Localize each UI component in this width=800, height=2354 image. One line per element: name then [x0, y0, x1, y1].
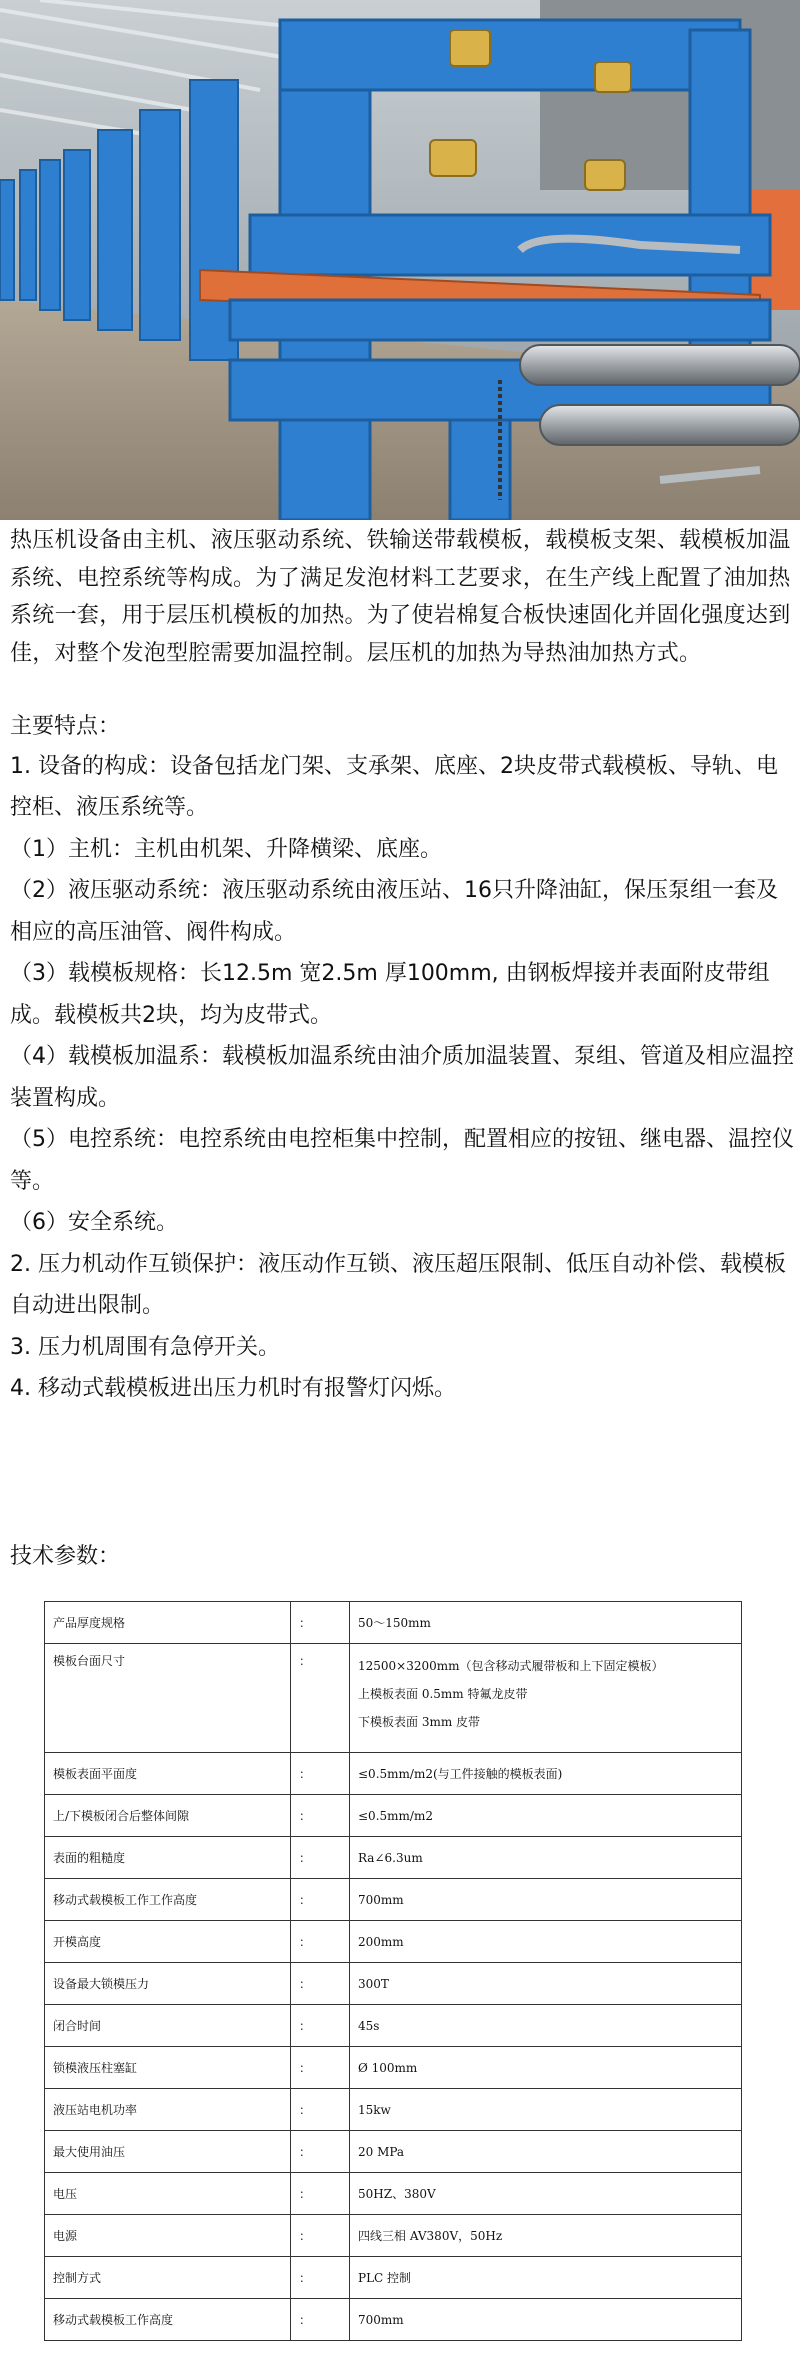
spec-value-line: 下模板表面 3mm 皮带 [358, 1715, 481, 1729]
spec-name: 表面的粗糙度 [45, 1837, 291, 1879]
spec-name: 锁模液压柱塞缸 [45, 2047, 291, 2089]
table-row [45, 1963, 742, 2005]
intro-section [10, 522, 794, 1410]
table-row [45, 2005, 742, 2047]
spec-value: 四线三相 AV380V，50Hz [350, 2215, 742, 2257]
table-row [45, 1753, 742, 1795]
specs-table [44, 1601, 742, 2341]
spec-value-line: 上模板表面 0.5mm 特氟龙皮带 [358, 1687, 528, 1701]
spec-value: 50～150mm [350, 1602, 742, 1644]
table-row [45, 1837, 742, 1879]
spec-name: 移动式载模板工作高度 [45, 2299, 291, 2341]
spec-value: 15kw [350, 2089, 742, 2131]
features-heading: 主要特点： [10, 714, 121, 739]
spec-name: 最大使用油压 [45, 2131, 291, 2173]
spec-name: 开模高度 [45, 1921, 291, 1963]
table-row [45, 1602, 742, 1644]
spec-separator: ： [291, 2005, 350, 2047]
spec-name: 液压站电机功率 [45, 2089, 291, 2131]
spec-separator: ： [291, 1753, 350, 1795]
spec-separator: ： [291, 1602, 350, 1644]
table-row [45, 2047, 742, 2089]
table-row [45, 1921, 742, 1963]
feature-item: （4）载模板加温系：载模板加温系统由油介质加温装置、泵组、管道及相应温控装置构成。 [10, 1044, 794, 1111]
spec-value: 700mm [350, 1879, 742, 1921]
table-row [45, 2299, 742, 2341]
spec-separator: ： [291, 2089, 350, 2131]
spec-separator: ： [291, 1921, 350, 1963]
feature-item: 1. 设备的构成：设备包括龙门架、支承架、底座、2块皮带式载模板、导轨、电控柜、液压系统等。 [10, 753, 778, 820]
spec-separator: ： [291, 1837, 350, 1879]
spec-name: 闭合时间 [45, 2005, 291, 2047]
spec-name: 模板台面尺寸 [45, 1644, 291, 1753]
table-row [45, 1644, 742, 1753]
spec-name: 上/下模板闭合后整体间隙 [45, 1795, 291, 1837]
spec-separator: ： [291, 2215, 350, 2257]
spec-separator: ： [291, 2047, 350, 2089]
spec-value: ≤0.5mm/m2 [350, 1795, 742, 1837]
feature-item: 2. 压力机动作互锁保护：液压动作互锁、液压超压限制、低压自动补偿、载模板自动进出限制。 [10, 1251, 786, 1318]
spec-name: 设备最大锁模压力 [45, 1963, 291, 2005]
table-row [45, 2215, 742, 2257]
table-row [45, 2131, 742, 2173]
hero-photo [0, 0, 800, 520]
table-row [45, 1795, 742, 1837]
feature-item: （5）电控系统：电控系统由电控柜集中控制，配置相应的按钮、继电器、温控仪等。 [10, 1127, 794, 1194]
spec-name: 控制方式 [45, 2257, 291, 2299]
spec-value: 700mm [350, 2299, 742, 2341]
spec-value: 45s [350, 2005, 742, 2047]
spec-name: 电压 [45, 2173, 291, 2215]
feature-item: 4. 移动式载模板进出压力机时有报警灯闪烁。 [10, 1376, 456, 1401]
spec-value: 300T [350, 1963, 742, 2005]
table-row [45, 2089, 742, 2131]
spec-value: ≤0.5mm/m2(与工件接触的模板表面) [350, 1753, 742, 1795]
spec-value: 20 MPa [350, 2131, 742, 2173]
feature-item: （6）安全系统。 [10, 1210, 178, 1235]
spec-value: 200mm [350, 1921, 742, 1963]
spec-separator: ： [291, 2299, 350, 2341]
spec-name: 产品厚度规格 [45, 1602, 291, 1644]
spec-separator: ： [291, 2173, 350, 2215]
spec-value-line: 12500×3200mm（包含移动式履带板和上下固定模板） [358, 1659, 664, 1673]
spec-separator: ： [291, 1644, 350, 1753]
specs-heading: 技术参数： [10, 1544, 121, 1569]
spec-separator: ： [291, 2257, 350, 2299]
table-row [45, 1879, 742, 1921]
spec-value: 50HZ、380V [350, 2173, 742, 2215]
spec-separator: ： [291, 2131, 350, 2173]
feature-item: （2）液压驱动系统：液压驱动系统由液压站、16只升降油缸，保压泵组一套及相应的高压油管、阀件构成。 [10, 878, 778, 945]
spec-name: 移动式载模板工作工作高度 [45, 1879, 291, 1921]
spec-value [350, 1644, 742, 1753]
feature-item: （3）载模板规格：长12.5m 宽2.5m 厚100mm, 由钢板焊接并表面附皮带组成。载模板共2块，均为皮带式。 [10, 961, 770, 1028]
spec-separator: ： [291, 1963, 350, 2005]
table-row [45, 2173, 742, 2215]
feature-item: 3. 压力机周围有急停开关。 [10, 1334, 280, 1360]
table-row [45, 2257, 742, 2299]
spec-value: PLC 控制 [350, 2257, 742, 2299]
spec-separator: ： [291, 1879, 350, 1921]
spec-name: 模板表面平面度 [45, 1753, 291, 1795]
intro-paragraph: 热压机设备由主机、液压驱动系统、铁输送带载模板，载模板支架、载模板加温系统、电控系统等构成。为了满足发泡材料工艺要求，在生产线上配置了油加热系统一套，用于层压机模板的加热。为了使岩棉复合板快速固化并固化强度达到佳，对整个发泡型腔需要加温控制。层压机的加热为导热油加热方式。 [10, 528, 791, 666]
spec-value: Ø 100mm [350, 2047, 742, 2089]
spec-value: Ra∠6.3um [350, 1837, 742, 1879]
hot-press-machine-illustration [0, 0, 800, 520]
feature-item: （1）主机：主机由机架、升降横梁、底座。 [10, 836, 442, 862]
spec-name: 电源 [45, 2215, 291, 2257]
spec-separator: ： [291, 1795, 350, 1837]
